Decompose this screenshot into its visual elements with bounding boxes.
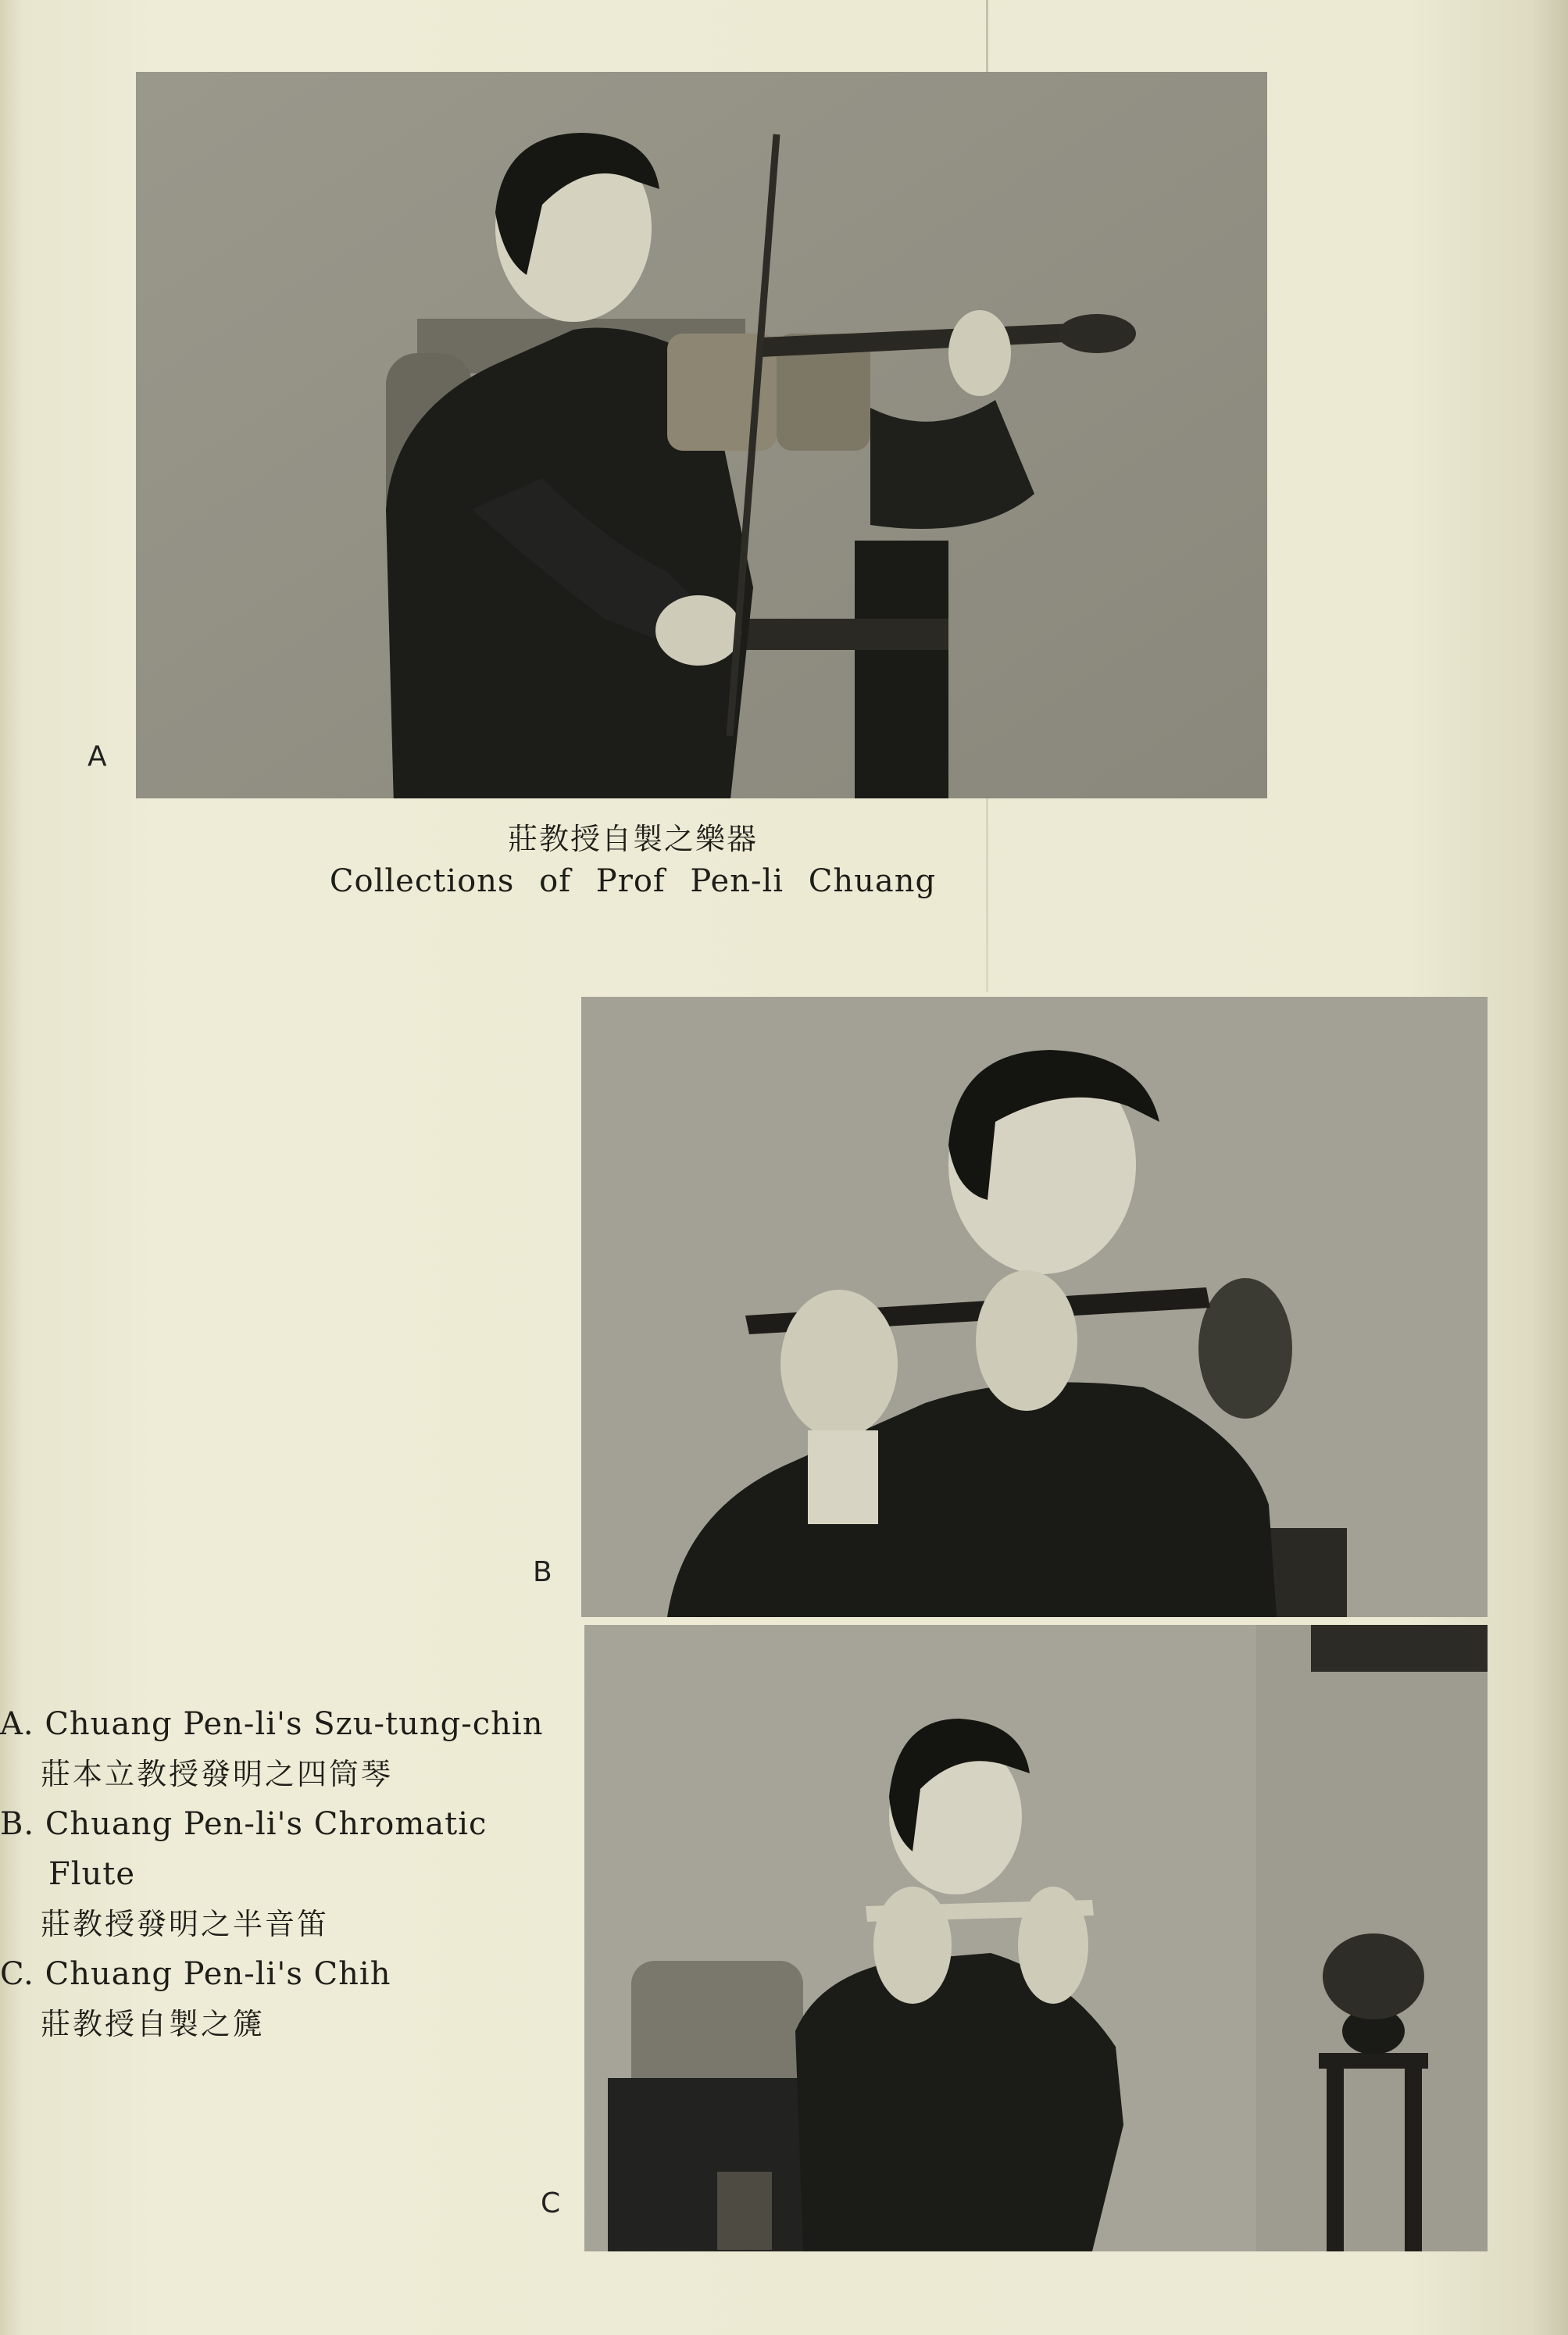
- caption-chinese: 莊教授自製之樂器: [507, 822, 758, 856]
- caption-english: Collections of Prof Pen-li Chuang: [329, 863, 937, 899]
- photo-c-image: [584, 1625, 1488, 2251]
- legend-b-english: B. Chuang Pen-li's Chromatic: [0, 1806, 488, 1842]
- legend-b-chinese: 莊教授發明之半音笛: [41, 1907, 330, 1941]
- photo-c: [584, 1625, 1488, 2251]
- photo-a: [136, 72, 1267, 798]
- plate-letter-c: C: [541, 2187, 561, 2219]
- plate-letter-a: A: [88, 741, 107, 773]
- photo-a-image: [136, 72, 1267, 798]
- plate-legend: [0, 1699, 570, 2049]
- legend-b-english-continued: Flute: [48, 1856, 136, 1892]
- legend-c-chinese: 莊教授自製之篪: [41, 2007, 266, 2041]
- legend-c-english: C. Chuang Pen-li's Chih: [0, 1956, 391, 1992]
- plate-letter-b: B: [533, 1556, 552, 1588]
- photo-b-image: [581, 997, 1488, 1617]
- legend-a-chinese: 莊本立教授發明之四筒琴: [41, 1757, 394, 1791]
- legend-a-english: A. Chuang Pen-li's Szu-tung-chin: [0, 1706, 544, 1742]
- photo-b: [581, 997, 1488, 1617]
